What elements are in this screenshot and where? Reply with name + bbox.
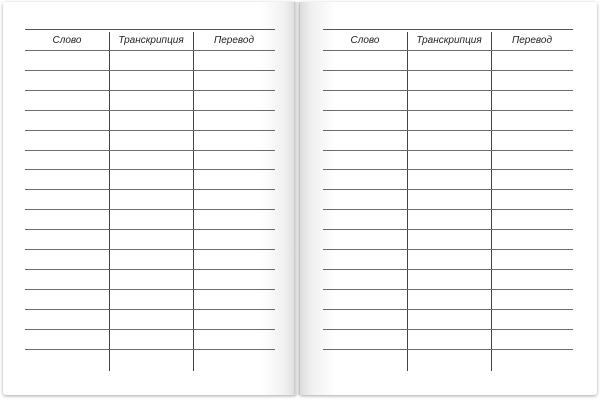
row-rule <box>323 269 573 270</box>
column-divider <box>491 32 492 371</box>
row-rule <box>323 90 573 91</box>
row-rule <box>323 309 573 310</box>
row-rule <box>323 150 573 151</box>
row-rule <box>323 209 573 210</box>
column-header-word: Слово <box>350 35 380 46</box>
row-rule <box>25 349 275 350</box>
row-rule <box>323 329 573 330</box>
row-rule <box>25 130 275 131</box>
row-rule <box>323 349 573 350</box>
column-divider <box>193 32 194 371</box>
row-rule <box>323 169 573 170</box>
row-rule <box>25 289 275 290</box>
row-rule <box>25 309 275 310</box>
row-rule <box>25 329 275 330</box>
row-rule <box>25 229 275 230</box>
column-header-translation: Перевод <box>213 35 255 46</box>
row-rule <box>323 130 573 131</box>
row-rule <box>25 249 275 250</box>
vocabulary-table-right <box>323 26 573 371</box>
row-rule <box>25 150 275 151</box>
row-rule <box>323 289 573 290</box>
row-rule <box>323 229 573 230</box>
column-divider <box>109 32 110 371</box>
column-header-word: Слово <box>52 35 82 46</box>
right-page <box>300 2 597 395</box>
vocabulary-table-left <box>25 26 275 371</box>
column-header-transcription: Транскрипция <box>416 35 482 46</box>
left-page <box>3 2 296 395</box>
row-rule <box>323 249 573 250</box>
row-rule <box>323 50 573 51</box>
row-rule <box>323 70 573 71</box>
row-rule <box>25 269 275 270</box>
row-rule <box>25 90 275 91</box>
column-divider <box>407 32 408 371</box>
row-rule <box>25 110 275 111</box>
top-rule <box>323 29 573 30</box>
row-rule <box>25 50 275 51</box>
row-rule <box>323 189 573 190</box>
row-rule <box>323 110 573 111</box>
column-header-transcription: Транскрипция <box>118 35 184 46</box>
row-rule <box>25 169 275 170</box>
row-rule <box>25 209 275 210</box>
top-rule <box>25 29 275 30</box>
row-rule <box>25 189 275 190</box>
row-rule <box>25 70 275 71</box>
column-header-translation: Перевод <box>511 35 553 46</box>
